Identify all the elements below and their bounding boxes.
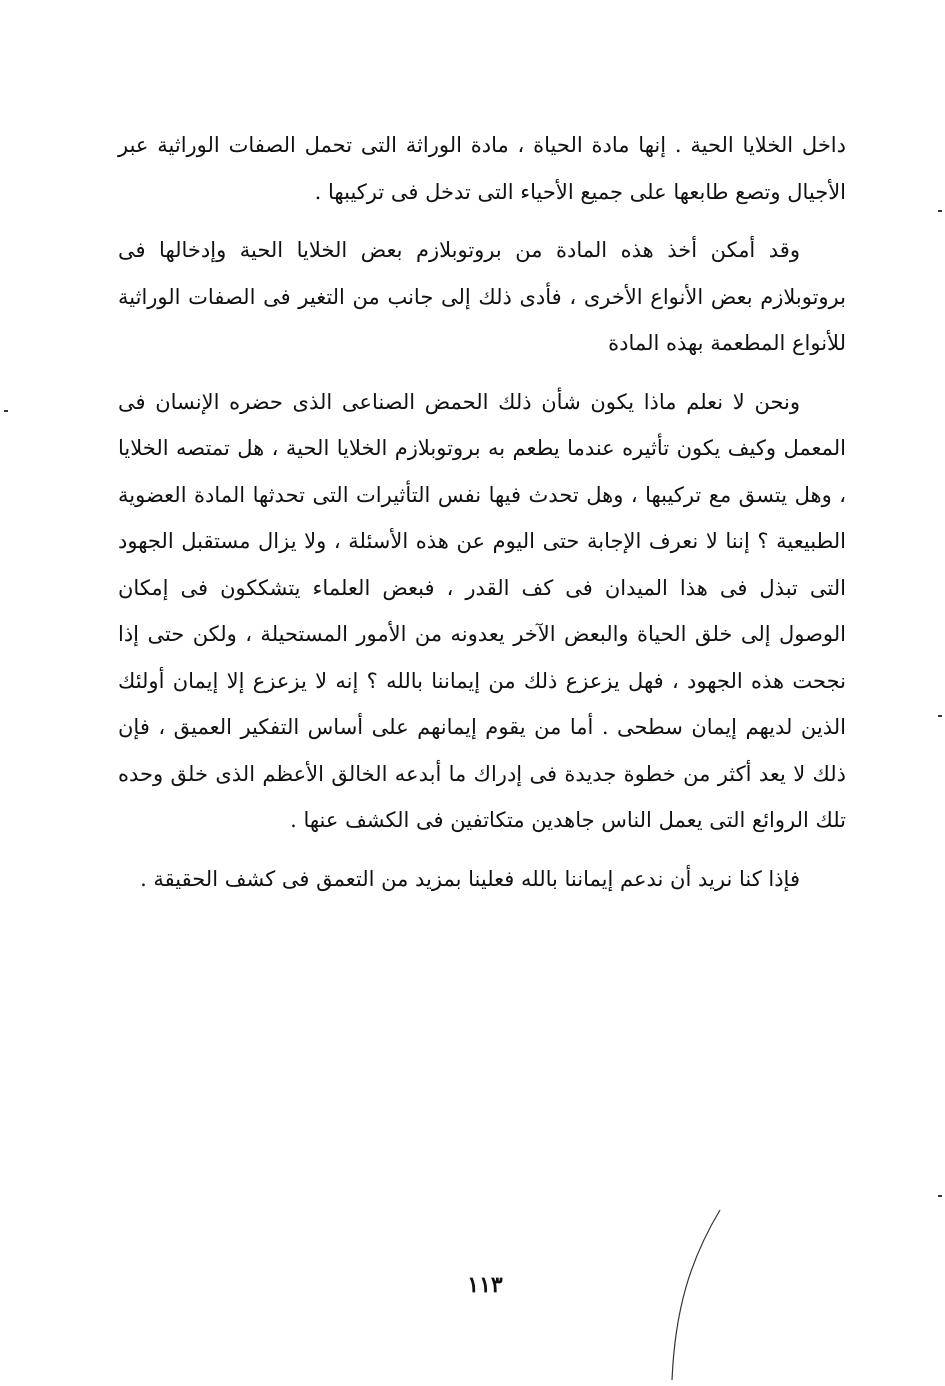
paragraph-2: وقد أمكن أخذ هذه المادة من بروتوبلازم بعض الخلايا الحية وإدخالها فى بروتوبلازم بعض الأنواع الأخرى ، فأدى ذلك إلى جانب من التغير فى الصفات الوراثية للأنواع المطعمة بهذه المادة <box>118 238 846 355</box>
paragraph-4: فإذا كنا نريد أن ندعم إيماننا بالله فعلينا بمزيد من التعمق فى كشف الحقيقة . <box>140 866 800 891</box>
body-text <box>118 122 846 902</box>
margin-mark <box>938 210 942 212</box>
paragraph-1: داخل الخلايا الحية . إنها مادة الحياة ، مادة الوراثة التى تحمل الصفات الوراثية عبر الأجيال وتصع طابعها على جميع الأحياء التى تدخل فى تركيبها . <box>118 133 846 204</box>
page-number: ١١٣ <box>467 1272 503 1298</box>
margin-mark <box>4 410 8 412</box>
margin-mark <box>938 1195 942 1197</box>
margin-mark <box>938 715 942 717</box>
pen-stroke-mark <box>660 1200 740 1386</box>
paragraph-3: ونحن لا نعلم ماذا يكون شأن ذلك الحمض الصناعى الذى حضره الإنسان فى المعمل وكيف يكون تأثيره عندما يطعم به بروتوبلازم الخلايا الحية ، هل تمتصه الخلايا ، وهل يتسق مع تركيبها ، وهل تحدث فيها نفس التأثيرات التى تحدثها المادة العضوية الطبيعية ؟ إننا لا نعرف الإجابة حتى اليوم عن هذه الأسئلة ، ولا يزال مستقبل الجهود التى تبذل فى هذا الميدان فى كف القدر ، فبعض العلماء يتشككون فى إمكان الوصول إلى خلق الحياة والبعض الآخر يعدونه من الأمور المستحيلة ، ولكن حتى إذا نجحت هذه الجهود ، فهل يزعزع ذلك من إيماننا بالله ؟ إنه لا يزعزع إلا إيمان أولئك الذين لديهم إيمان سطحى . أما من يقوم إيمانهم على أساس التفكير العميق ، فإن ذلك لا يعد أكثر من خطوة جديدة فى إدراك ما أبدعه الخالق الأعظم الذى خلق وحده تلك الروائع التى يعمل الناس جاهدين متكاتفين فى الكشف عنها . <box>118 389 846 832</box>
